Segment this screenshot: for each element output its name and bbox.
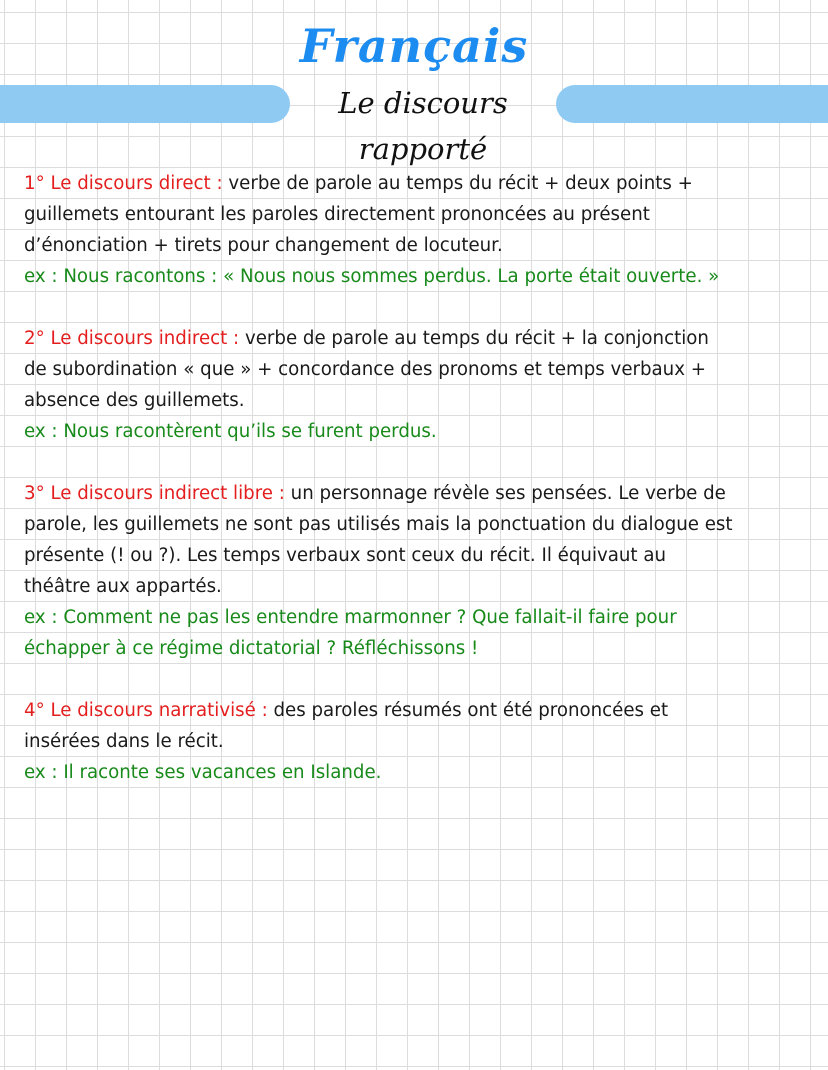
section-text-line: de subordination « que » + concordance des pronoms et temps verbaux + [24, 359, 706, 380]
section-first-line [24, 168, 814, 199]
page-subtitle: Le discours rapporté [338, 86, 508, 166]
section-text: verbe de parole au temps du récit + deux points + [222, 173, 693, 194]
section-text-line: insérées dans le récit. [24, 731, 224, 752]
section-example: ex : Nous racontons : « Nous nous sommes perdus. La porte était ouverte. » [24, 266, 720, 287]
subtitle-banner-left [0, 85, 290, 123]
section-text-line: d’énonciation + tirets pour changement de locuteur. [24, 235, 503, 256]
section-example: ex : Nous racontèrent qu’ils se furent perdus. [24, 421, 437, 442]
section-heading: 2° Le discours indirect : [24, 328, 240, 349]
section-discours-narrativise [24, 695, 814, 788]
section-first-line [24, 478, 814, 509]
section-first-line [24, 323, 814, 354]
section-text: un personnage révèle ses pensées. Le verbe de [284, 483, 726, 504]
section-example: ex : Comment ne pas les entendre marmonner ? Que fallait-il faire pour [24, 607, 677, 628]
section-text: verbe de parole au temps du récit + la conjonction [239, 328, 709, 349]
subtitle-banner-right [556, 85, 828, 123]
notes-content [24, 168, 814, 819]
section-heading: 1° Le discours direct : [24, 173, 223, 194]
page-title: Français [299, 19, 529, 73]
section-heading: 4° Le discours narrativisé : [24, 700, 268, 721]
section-discours-indirect-libre [24, 478, 814, 664]
section-discours-direct [24, 168, 814, 292]
section-text-line: parole, les guillemets ne sont pas utilisés mais la ponctuation du dialogue est [24, 514, 733, 535]
section-text: des paroles résumés ont été prononcées et [267, 700, 669, 721]
section-discours-indirect [24, 323, 814, 447]
section-heading: 3° Le discours indirect libre : [24, 483, 285, 504]
section-text-line: présente (! ou ?). Les temps verbaux sont ceux du récit. Il équivaut au [24, 545, 667, 566]
section-text-line: théâtre aux appartés. [24, 576, 222, 597]
section-text-line: absence des guillemets. [24, 390, 245, 411]
section-example: échapper à ce régime dictatorial ? Réfléchissons ! [24, 638, 479, 659]
section-first-line [24, 695, 814, 726]
section-example: ex : Il raconte ses vacances en Islande. [24, 762, 382, 783]
section-text-line: guillemets entourant les paroles directement prononcées au présent [24, 204, 650, 225]
